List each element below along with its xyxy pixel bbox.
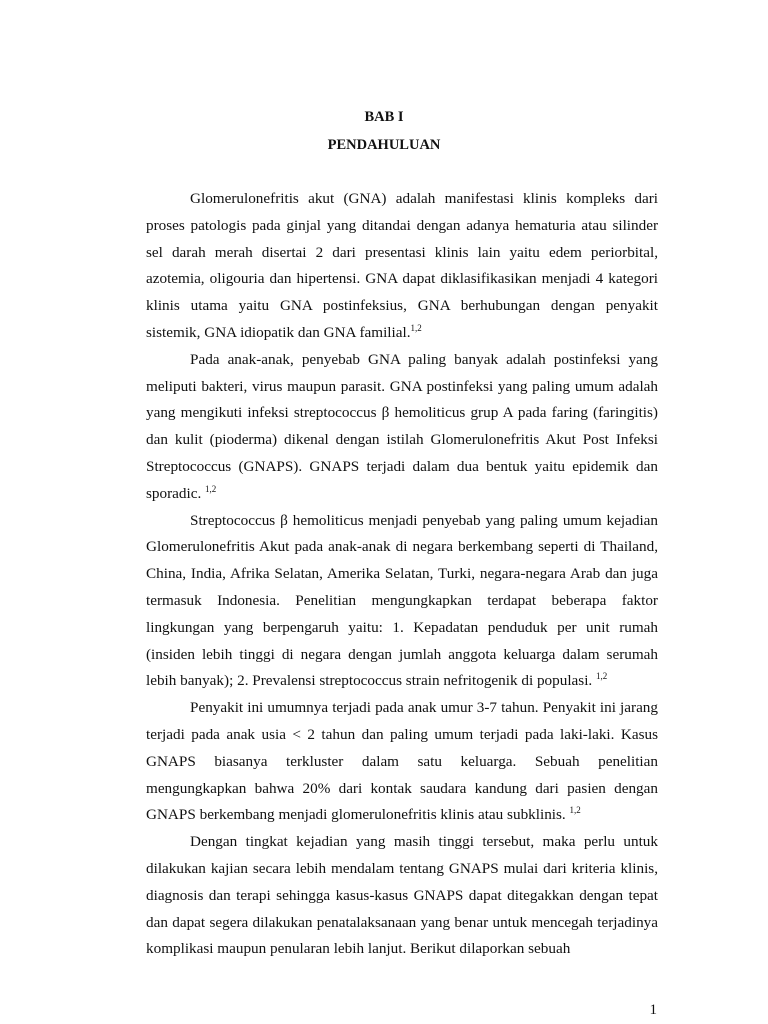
body-text: [146, 186, 658, 963]
paragraph-text: Dengan tingkat kejadian yang masih tinggi tersebut, maka perlu untuk dilakukan kajian secara lebih mendalam tentang GNAPS mulai dari kriteria klinis, diagnosis dan terapi sehingga kasus-kasus GNAPS dapat ditegakkan dengan tepat dan dapat segera dilakukan penatalaksanaan yang benar untuk mencegah terjadinya komplikasi maupun penularan lebih lanjut. Berikut dilaporkan sebuah: [146, 833, 658, 958]
paragraph: [146, 508, 658, 696]
paragraph-text: Penyakit ini umumnya terjadi pada anak umur 3-7 tahun. Penyakit ini jarang terjadi pada anak usia < 2 tahun dan paling umum terjadi pada laki-laki. Kasus GNAPS biasanya terkluster dalam satu keluarga. Sebuah penelitian mengungkapkan bahwa 20% dari kontak saudara kandung dari pasien dengan GNAPS berkembang menjadi glomerulonefritis klinis atau subklinis.: [146, 699, 658, 824]
citation-ref: 1,2: [596, 671, 608, 682]
paragraph: [146, 186, 658, 347]
paragraph-text: Pada anak-anak, penyebab GNA paling banyak adalah postinfeksi yang meliputi bakteri, virus maupun parasit. GNA postinfeksi yang paling umum adalah yang mengikuti infeksi streptococcus β hemoliticus grup A pada faring (faringitis) dan kulit (pioderma) dikenal dengan istilah Glomerulonefritis Akut Post Infeksi Streptococcus (GNAPS). GNAPS terjadi dalam dua bentuk yaitu epidemik dan sporadic.: [146, 350, 658, 502]
citation-ref: 1,2: [205, 483, 217, 494]
paragraph: [146, 347, 658, 508]
page-number: 1: [649, 1002, 657, 1018]
paragraph: [146, 695, 658, 829]
paragraph-text: Glomerulonefritis akut (GNA) adalah manifestasi klinis kompleks dari proses patologis pada ginjal yang ditandai dengan adanya hematuria atau silinder sel darah merah disertai 2 dari presentasi klinis lain yaitu edem periorbital, azotemia, oligouria dan hipertensi. GNA dapat diklasifikasikan menjadi 4 kategori klinis utama yaitu GNA postinfeksius, GNA berhubungan dengan penyakit sistemik, GNA idiopatik dan GNA familial.: [146, 190, 658, 341]
paragraph-text: Streptococcus β hemoliticus menjadi penyebab yang paling umum kejadian Glomerulonefritis Akut pada anak-anak di negara berkembang seperti di Thailand, China, India, Afrika Selatan, Amerika Selatan, Turki, negara-negara Arab dan juga termasuk Indonesia. Penelitian mengungkapkan terdapat beberapa faktor lingkungan yang berpengaruh yaitu: 1. Kepadatan penduduk per unit rumah (insiden lebih tinggi di negara dengan jumlah anggota keluarga dalam serumah lebih banyak); 2. Prevalensi streptococcus strain nefritogenik di populasi.: [146, 511, 658, 690]
chapter-title: PENDAHULUAN: [327, 137, 441, 153]
citation-ref: 1,2: [410, 322, 422, 333]
citation-ref: 1,2: [569, 805, 581, 816]
chapter-label: BAB I: [364, 109, 404, 125]
paragraph: [146, 829, 658, 963]
